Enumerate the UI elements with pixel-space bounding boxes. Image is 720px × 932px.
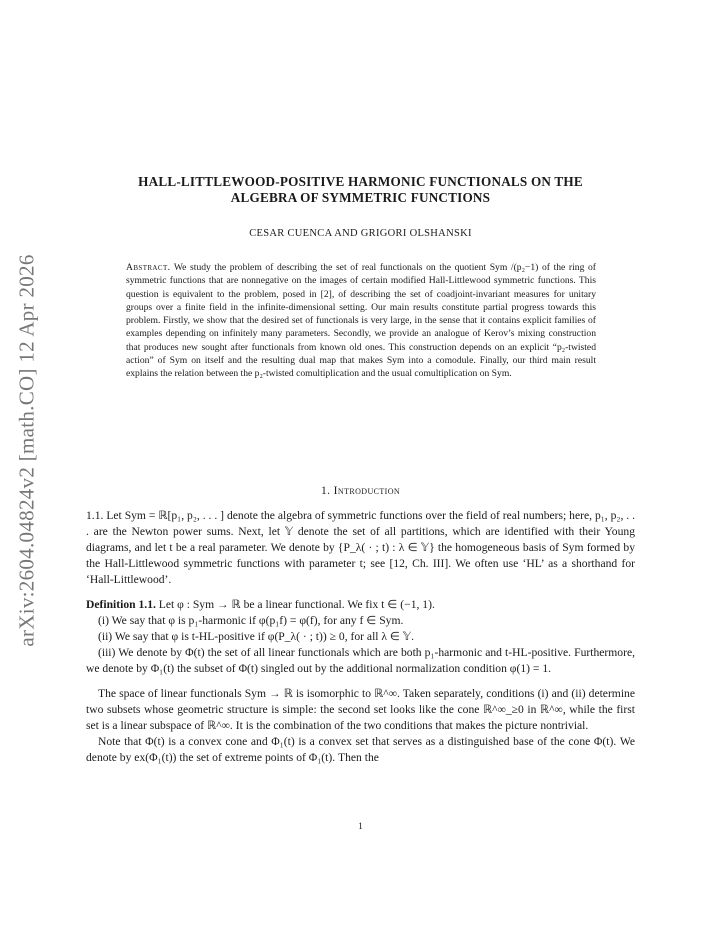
title-line-2: ALGEBRA OF SYMMETRIC FUNCTIONS	[230, 190, 491, 205]
section-title: Introduction	[333, 485, 401, 497]
page-number: 1	[358, 822, 363, 832]
definition-1-1	[86, 597, 635, 613]
definition-item-ii: (ii) We say that φ is t-HL-positive if φ(P_λ( · ; t)) ≥ 0, for all λ ∈ 𝕐.	[98, 630, 415, 643]
abstract-label: Abstract.	[126, 262, 171, 273]
definition-item-iii: (iii) We denote by Φ(t) the set of all linear functionals which are both p₁-harmonic and t-HL-positive. Furthermore, we denote by Φ₁(t) the subset of Φ(t) singled out by the additional normalization condition φ(1) = 1.	[86, 646, 635, 675]
paper-title	[86, 174, 635, 206]
section-number: 1.	[320, 485, 331, 497]
abstract	[126, 261, 596, 381]
paragraph-space: The space of linear functionals Sym → ℝ is isomorphic to ℝ^∞. Taken separately, conditions (i) and (ii) determine two subsets whose geometric structure is simple: the second set looks like the cone ℝ^∞_≥0 in ℝ^∞, while the first set is a linear subspace of ℝ^∞. It is the combination of the two conditions that makes the picture nontrivial.	[86, 687, 635, 732]
section-heading	[86, 485, 635, 497]
arxiv-identifier: arXiv:2604.04824v2 [math.CO] 12 Apr 2026	[14, 253, 39, 647]
paragraph-note: Note that Φ(t) is a convex cone and Φ₁(t) is a convex set that serves as a distinguished base of the cone Φ(t). We denote by ex(Φ₁(t)) the set of extreme points of Φ₁(t). Then the	[86, 735, 635, 764]
arxiv-side-stamp	[14, 240, 40, 660]
paragraph-1-1: 1.1. Let Sym = ℝ[p₁, p₂, . . . ] denote the algebra of symmetric functions over the field of real numbers; here, p₁, p₂, . . . are the Newton power sums. Next, let 𝕐 denote the set of all partitions, which are identified with their Young diagrams, and let t be a real parameter. We denote by {P_λ( · ; t) : λ ∈ 𝕐} the homogeneous basis of Sym formed by the Hall-Littlewood symmetric functions with parameter t; see [12, Ch. III]. We often use ‘HL’ as a shorthand for ‘Hall-Littlewood’.	[86, 509, 635, 586]
definition-lead: Let φ : Sym → ℝ be a linear functional. We fix t ∈ (−1, 1).	[155, 598, 435, 611]
title-line-1: HALL-LITTLEWOOD-POSITIVE HARMONIC FUNCTIONALS ON THE	[138, 174, 583, 189]
definition-head: Definition 1.1.	[86, 598, 156, 611]
body-text	[86, 508, 635, 766]
authors: CESAR CUENCA AND GRIGORI OLSHANSKI	[249, 228, 472, 239]
abstract-text: We study the problem of describing the set of real functionals on the quotient Sym /(p₂−1) of the ring of symmetric functions that are nonnegative on the images of certain modified Hall-Littlewood symmetric functions. This question is equivalent to the problem, posed in [2], of describing the set of coadjoint-invariant measures for unitary groups over a finite field in the infinite-dimensional setting. Our main results constitute partial progress towards this problem. Firstly, we show that the desired set of functionals is very large, in the sense that it contains explicit families of examples depending on infinitely many parameters. Secondly, we provide an analogue of Kerov’s mixing construction that produces new sought after functionals from known old ones. This construction depends on an explicit “p₂-twisted action” of Sym on itself and the resulting dual map that makes Sym into a comodule. Finally, our third main result explains the relation between the p₂-twisted comultiplication and the usual comultiplication on Sym.	[126, 262, 596, 380]
definition-item-i: (i) We say that φ is p₁-harmonic if φ(p₁f) = φ(f), for any f ∈ Sym.	[98, 614, 404, 627]
